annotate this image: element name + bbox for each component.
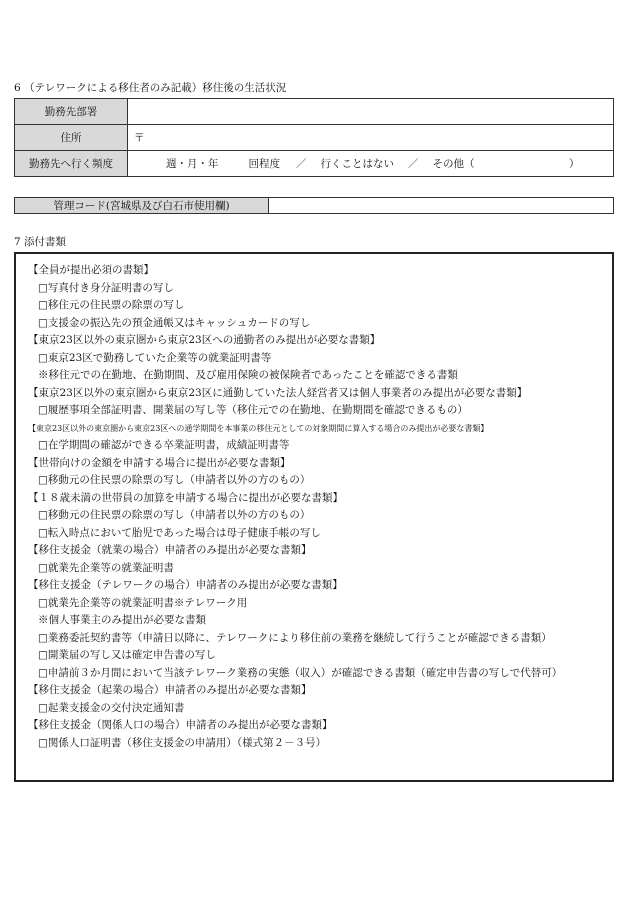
list-item: □関係人口証明書（移住支援金の申請用）（様式第２－３号） — [38, 736, 327, 749]
list-item: □就業先企業等の就業証明書 — [38, 561, 174, 574]
attachment-list — [14, 252, 614, 782]
list-item: □起業支援金の交付決定通知書 — [38, 701, 185, 714]
list-heading: 【東京23区以外の東京圏から東京23区への通学期間を本事業の移住元としての対象期間に算入する場合のみ提出が必要な書類】 — [28, 423, 489, 433]
list-item: □転入時点において胎児であった場合は母子健康手帳の写し — [38, 526, 321, 539]
freq-never: 行くことはない — [320, 158, 394, 170]
table-row — [15, 125, 614, 151]
list-item: □申請前３か月間において当該テレワーク業務の実態（収入）が確認できる書類（確定申告書の写しで代替可） — [38, 666, 563, 679]
management-code-label: 管理コード(宮城県及び白石市使用欄) — [15, 198, 269, 214]
list-heading: 【移住支援金（就業の場合）申請者のみ提出が必要な書類】 — [28, 544, 312, 556]
section6-title: 6 （テレワークによる移住者のみ記載）移住後の生活状況 — [14, 82, 287, 94]
list-item: □就業先企業等の就業証明書※テレワーク用 — [38, 596, 248, 609]
address-label: 住所 — [15, 125, 128, 151]
freq-times: 回程度 — [248, 158, 280, 170]
dept-label: 勤務先部署 — [15, 99, 128, 125]
frequency-label: 勤務先へ行く頻度 — [15, 151, 128, 177]
freq-separator: ／ — [408, 158, 419, 170]
list-heading: 【東京23区以外の東京圏から東京23区に通勤していた法人経営者又は個人事業者のみ提出が必要な書類】 — [28, 386, 528, 399]
table-row — [15, 151, 614, 177]
freq-unit: 週・月・年 — [166, 158, 219, 170]
living-status-table — [14, 98, 614, 177]
management-code-field[interactable] — [269, 198, 614, 214]
list-heading: 【移住支援金（テレワークの場合）申請者のみ提出が必要な書類】 — [28, 579, 343, 591]
list-item: □開業届の写し又は確定申告書の写し — [38, 649, 216, 661]
list-item: □在学期間の確認ができる卒業証明書，成績証明書等 — [38, 439, 290, 451]
list-heading: 【１８歳未満の世帯員の加算を申請する場合に提出が必要な書類】 — [28, 491, 343, 504]
list-item: □履歴事項全部証明書、開業届の写し等（移住元での在勤地、在勤期間を確認できるもの） — [38, 404, 468, 416]
list-heading: 【世帯向けの金額を申請する場合に提出が必要な書類】 — [28, 456, 291, 469]
section7-title: 7 添付書類 — [14, 236, 67, 248]
freq-other: その他（ ） — [432, 158, 580, 170]
dept-field[interactable] — [128, 99, 614, 125]
table-row — [15, 99, 614, 125]
list-item: □移動元の住民票の除票の写し（申請者以外の方のもの） — [38, 474, 311, 486]
list-item: □移住元の住民票の除票の写し — [38, 299, 185, 311]
list-heading: 【全員が提出必須の書類】 — [28, 264, 154, 276]
list-heading: 【東京23区以外の東京圏から東京23区への通勤者のみ提出が必要な書類】 — [28, 334, 381, 346]
frequency-field[interactable] — [128, 151, 614, 177]
list-heading: 【移住支援金（関係人口の場合）申請者のみ提出が必要な書類】 — [28, 719, 333, 731]
address-field[interactable]: 〒 — [128, 125, 614, 151]
management-code-table — [14, 197, 614, 214]
freq-separator: ／ — [296, 158, 307, 170]
list-item: □東京23区で勤務していた企業等の就業証明書等 — [38, 351, 272, 364]
list-item: □写真付き身分証明書の写し — [38, 281, 174, 294]
list-item: ※個人事業主のみ提出が必要な書類 — [38, 614, 206, 626]
list-heading: 【移住支援金（起業の場合）申請者のみ提出が必要な書類】 — [28, 684, 312, 696]
list-item: □移動元の住民票の除票の写し（申請者以外の方のもの） — [38, 509, 311, 521]
list-item: ※移住元での在勤地、在勤期間、及び雇用保険の被保険者であったことを確認できる書類 — [38, 369, 458, 381]
list-item: □業務委託契約書等（申請日以降に、テレワークにより移住前の業務を継続して行うことが確認できる書類） — [38, 631, 552, 644]
table-row — [15, 198, 614, 214]
list-item: □支援金の振込先の預金通帳又はキャッシュカードの写し — [38, 316, 311, 329]
